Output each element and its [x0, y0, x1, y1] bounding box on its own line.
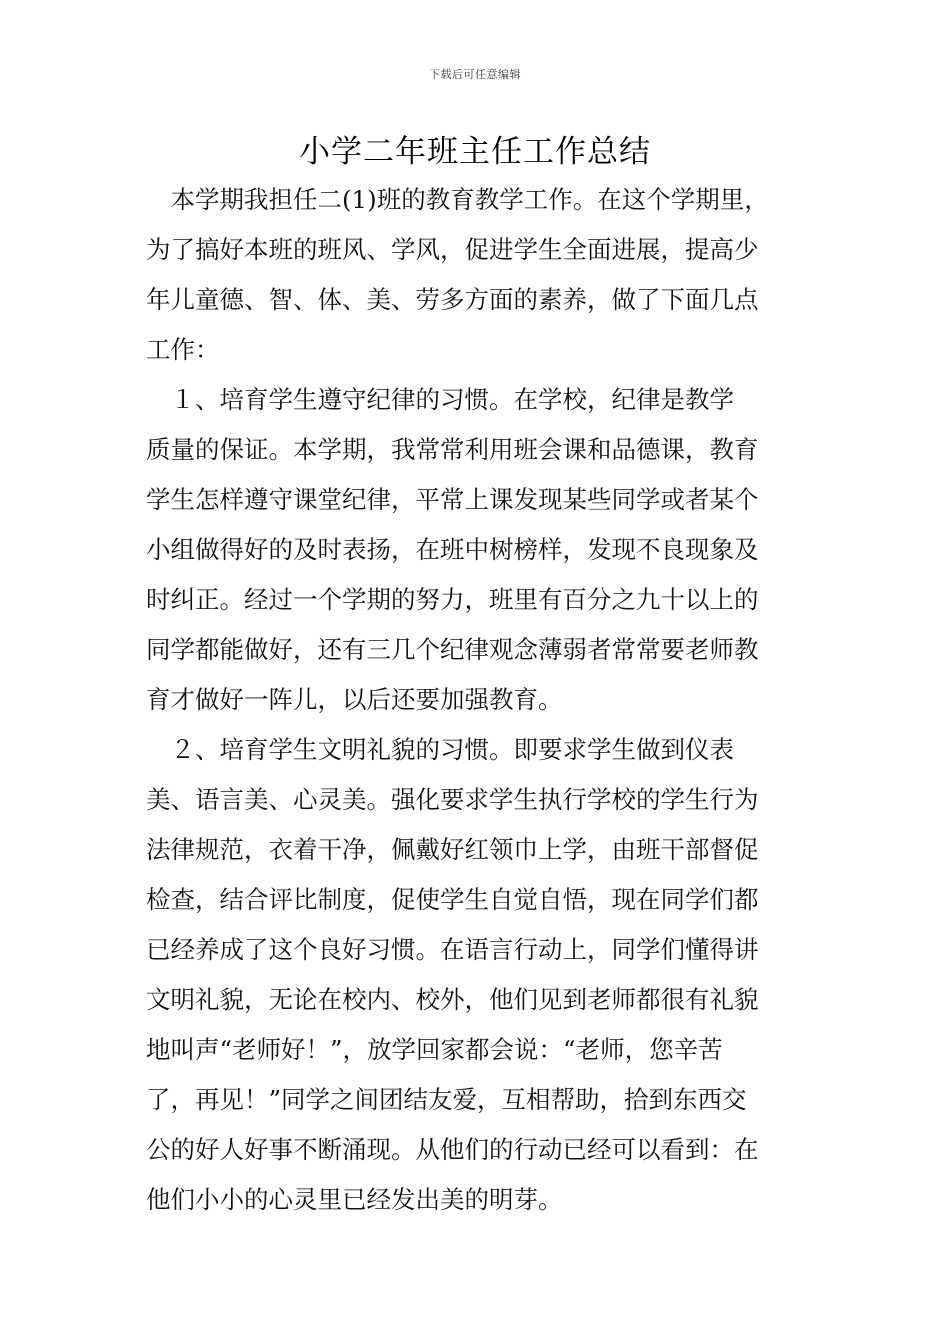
- body-line: 法律规范，衣着干净，佩戴好红领巾上学，由班干部督促: [146, 835, 759, 864]
- body-line: 年儿童德、智、体、美、劳多方面的素养，做了下面几点: [146, 285, 759, 314]
- body-line: 公的好人好事不断涌现。从他们的行动已经可以看到：在: [146, 1135, 759, 1164]
- body-line: 学生怎样遵守课堂纪律，平常上课发现某些同学或者某个: [146, 485, 759, 514]
- header-note: 下载后可任意编辑: [429, 68, 521, 81]
- document-body: [146, 175, 836, 1225]
- body-line: 文明礼貌，无论在校内、校外，他们见到老师都很有礼貌: [146, 985, 759, 1014]
- body-line: 检查，结合评比制度，促使学生自觉自悟，现在同学们都: [146, 885, 759, 914]
- body-line: 为了搞好本班的班风、学风，促进学生全面进展，提高少: [146, 235, 759, 264]
- body-line: 了，再见！”同学之间团结友爱，互相帮助，拾到东西交: [146, 1085, 747, 1114]
- document-title: 小学二年班主任工作总结: [299, 134, 651, 170]
- body-line: 同学都能做好，还有三几个纪律观念薄弱者常常要老师教: [146, 635, 759, 664]
- body-line: 小组做得好的及时表扬，在班中树榜样，发现不良现象及: [146, 535, 759, 564]
- body-line: 育才做好一阵儿，以后还要加强教育。: [146, 685, 563, 714]
- body-line: 已经养成了这个良好习惯。在语言行动上，同学们懂得讲: [146, 935, 759, 964]
- body-line: 时纠正。经过一个学期的努力，班里有百分之九十以上的: [146, 585, 759, 614]
- body-line: 美、语言美、心灵美。强化要求学生执行学校的学生行为: [146, 785, 759, 814]
- body-line: １、培育学生遵守纪律的习惯。在学校，纪律是教学: [146, 385, 734, 414]
- body-line: 质量的保证。本学期，我常常利用班会课和品德课，教育: [146, 435, 759, 464]
- body-line: ２、培育学生文明礼貌的习惯。即要求学生做到仪表: [146, 735, 734, 764]
- body-line: 地叫声“老师好！”，放学回家都会说：“老师，您辛苦: [146, 1035, 723, 1064]
- body-line: 本学期我担任二(1)班的教育教学工作。在这个学期里，: [146, 185, 769, 214]
- body-line: 他们小小的心灵里已经发出美的明芽。: [146, 1185, 563, 1214]
- body-line: 工作：: [146, 335, 220, 364]
